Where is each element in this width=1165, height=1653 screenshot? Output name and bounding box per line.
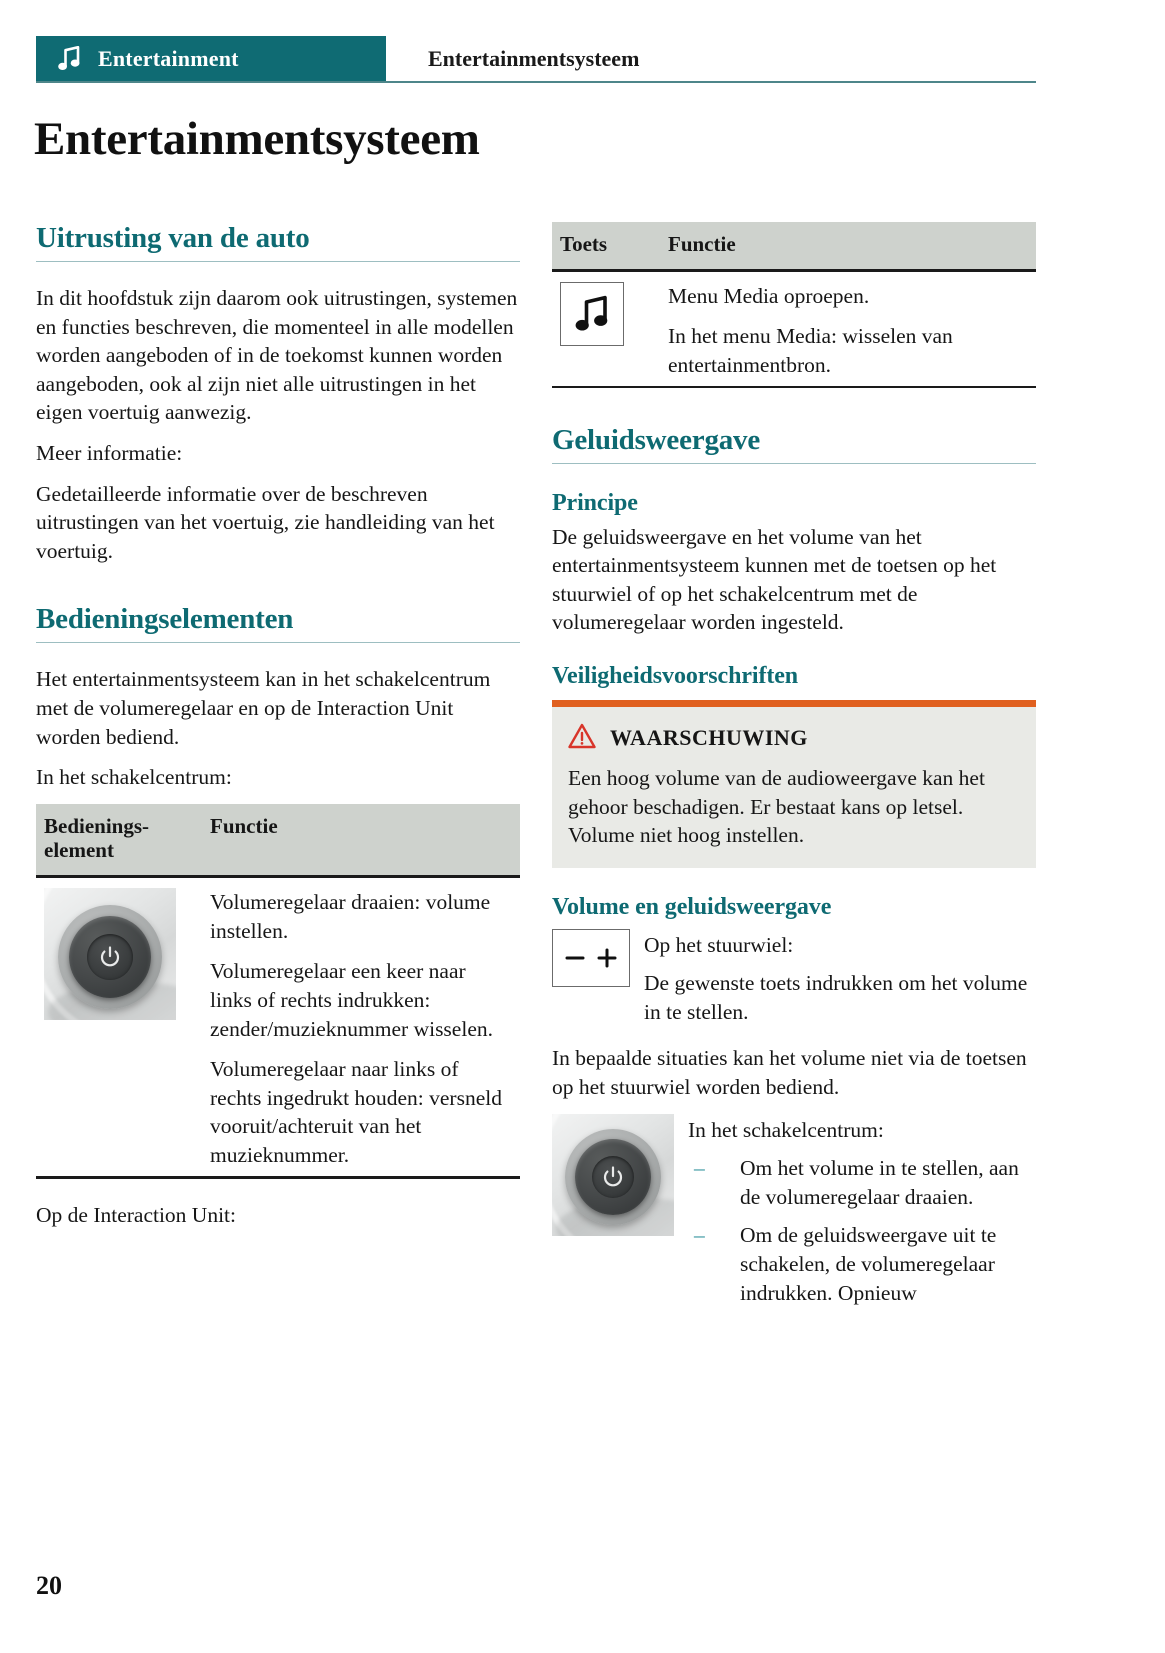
list-item <box>688 1154 1036 1211</box>
section-heading-bedieningselementen: Bedieningselementen <box>36 603 520 643</box>
table-row <box>552 270 1036 386</box>
list-item-text: Om het volume in te stellen, aan de volumeregelaar draaien. <box>740 1156 1019 1209</box>
table-header-bedieningselement <box>36 804 202 877</box>
steering-wheel-text <box>644 929 1036 1027</box>
paragraph-bedieningselementen-1: Het entertainmentsysteem kan in het schakelcentrum met de volumeregelaar en op de Interaction Unit worden bediend. <box>36 667 491 749</box>
table-body <box>552 270 1036 386</box>
section-heading-uitrusting: Uitrusting van de auto <box>36 222 520 262</box>
section-heading-geluidsweergave: Geluidsweergave <box>552 424 1036 464</box>
function-text-1: Volumeregelaar draaien: volume instellen. <box>210 890 491 943</box>
music-note-icon <box>560 282 624 346</box>
paragraph-uitrusting-1: In dit hoofdstuk zijn daarom ook uitrustingen, systemen en functies beschreven, die momenteel in alle modellen worden aangeboden of in de toekomst kunnen worden aangeboden, ook al zijn niet alle uitrustingen in het eigen voertuig aanwezig. <box>36 286 518 425</box>
function-text-2: Volumeregelaar een keer naar links of rechts indrukken: zender/muzieknummer wisselen. <box>210 959 493 1041</box>
table-row <box>36 877 520 1177</box>
warning-body: Een hoog volume van de audioweergave kan het gehoor beschadigen. Er bestaat kans op letsel. Volume niet hoog instellen. <box>568 765 985 848</box>
power-icon <box>602 1166 624 1188</box>
page-title: Entertainmentsysteem <box>34 113 480 165</box>
table-bedieningselementen <box>36 804 520 1179</box>
right-column <box>552 222 1036 1317</box>
list-item-text: Om de geluidsweergave uit te schakelen, de volumeregelaar indrukken. Opnieuw <box>740 1223 997 1305</box>
table-header-row <box>36 804 520 877</box>
media-function-1: Menu Media oproepen. <box>668 283 870 308</box>
switchcentre-figure-row <box>552 1114 1036 1318</box>
steering-wheel-figure-row <box>552 929 1036 1027</box>
warning-triangle-icon <box>568 723 596 754</box>
cell-functie-list <box>202 877 520 1177</box>
warning-box <box>552 700 1036 868</box>
paragraph-principe: De geluidsweergave en het volume van het entertainmentsysteem kunnen met de toetsen op het stuurwiel of op het schakelcentrum met de volumeregelaar worden ingesteld. <box>552 524 997 635</box>
dash-marker: – <box>694 1223 705 1248</box>
header-divider <box>36 81 1036 83</box>
switchcentre-text <box>688 1114 1036 1318</box>
warning-header <box>568 723 1020 754</box>
power-icon <box>99 946 121 968</box>
volume-rocker-icon <box>552 929 630 987</box>
subheading-volume-en-geluidsweergave: Volume en geluidsweergave <box>552 893 832 920</box>
media-function-2: In het menu Media: wisselen van entertainmentbron. <box>668 324 953 377</box>
page-number: 20 <box>36 1571 62 1600</box>
chapter-tab <box>36 36 386 81</box>
table-head <box>552 222 1036 270</box>
dash-marker: – <box>694 1156 705 1181</box>
cell-knob-photo <box>36 877 202 1177</box>
paragraph-bepaalde-situaties: In bepaalde situaties kan het volume niet via de toetsen op het stuurwiel worden bediend. <box>552 1046 1027 1100</box>
steering-line-2: De gewenste toets indrukken om het volume in te stellen. <box>644 971 1028 1024</box>
volume-knob-photo <box>44 888 176 1020</box>
function-text-3: Volumeregelaar naar links of rechts ingedrukt houden: versneld vooruit/achteruit van het muzieknummer. <box>210 1057 502 1167</box>
table-body <box>36 877 520 1177</box>
volume-knob-photo <box>552 1114 674 1236</box>
table-header-toets: Toets <box>552 222 660 270</box>
chapter-tab-label: Entertainment <box>98 45 239 71</box>
warning-title: WAARSCHUWING <box>610 725 808 751</box>
table-header-line2: element <box>44 838 114 863</box>
cell-media-key-icon <box>552 270 660 386</box>
table-header-row <box>552 222 1036 270</box>
subheading-veiligheidsvoorschriften: Veiligheidsvoorschriften <box>552 662 799 689</box>
list-item <box>688 1221 1036 1307</box>
paragraph-op-de-interaction-unit: Op de Interaction Unit: <box>36 1202 237 1227</box>
chapter-title: Entertainmentsysteem <box>428 45 640 71</box>
paragraph-in-het-schakelcentrum: In het schakelcentrum: <box>36 765 232 790</box>
running-header <box>36 36 1036 86</box>
paragraph-meer-informatie: Meer informatie: <box>36 440 183 465</box>
switchcentre-bullet-list <box>688 1154 1036 1307</box>
table-header-functie: Functie <box>202 804 520 877</box>
table-header-functie: Functie <box>660 222 1036 270</box>
table-header-line1: Bedienings- <box>44 813 150 838</box>
table-toets-functie <box>552 222 1036 388</box>
cell-media-functions <box>660 270 1036 386</box>
paragraph-gedetailleerde-informatie: Gedetailleerde informatie over de beschreven uitrustingen van het voertuig, zie handleiding van het voertuig. <box>36 481 495 563</box>
music-note-icon <box>56 44 82 74</box>
steering-line-1: Op het stuurwiel: <box>644 932 794 957</box>
subheading-principe: Principe <box>552 489 638 516</box>
switchcentre-intro: In het schakelcentrum: <box>688 1117 884 1142</box>
left-column <box>36 222 520 1241</box>
table-head <box>36 804 520 877</box>
